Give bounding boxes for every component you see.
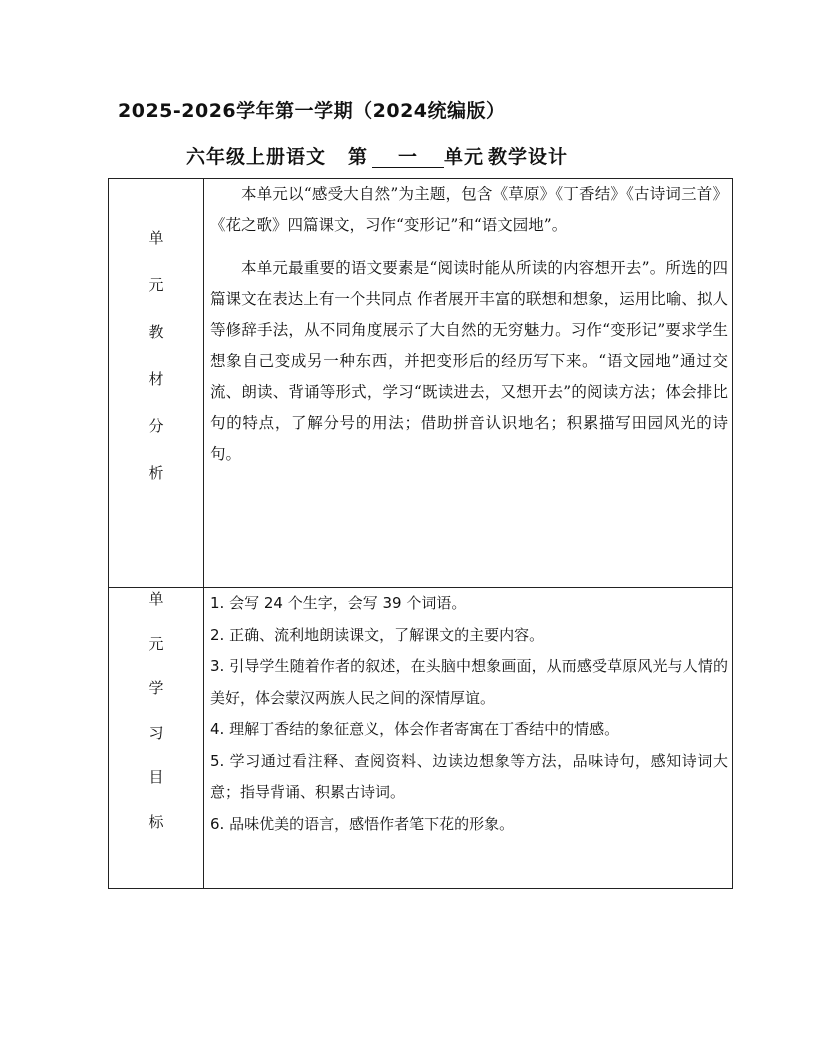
goal-item: 4. 理解丁香结的象征意义，体会作者寄寓在丁香结中的情感。: [210, 720, 620, 738]
label-char: 习: [148, 723, 164, 742]
learning-goals-label: [109, 588, 203, 855]
learning-goals-content: [204, 588, 732, 888]
label-char: 教: [148, 323, 164, 341]
analysis-paragraph: 本单元最重要的语文要素是“阅读时能从所读的内容想开去”。所选的四篇课文在表达上有一个共同点 作者展开丰富的联想和想象，运用比喻、拟人等修辞手法，从不同角度展示了大自然的无穷魅力。习作“变形记”要求学生想象自己变成另一种东西，并把变形后的经历写下来。“语文园地”通过交流、朗读、背诵等形式，学习“既读进去，又想开去”的阅读方法；体会排比句的特点，了解分号的用法；借助拼音认识地名；积累描写田园风光的诗句。: [210, 259, 728, 463]
analysis-paragraph: 本单元以“感受大自然”为主题，包含《草原》《丁香结》《古诗词三首》《花之歌》四篇课文，习作“变形记”和“语文园地”。: [210, 185, 728, 234]
learning-goals-row: [109, 588, 733, 889]
label-char: 学: [148, 679, 164, 697]
material-analysis-row: [109, 179, 733, 588]
goal-item: 3. 引导学生随着作者的叙述，在头脑中想象画面，从而感受草原风光与人情的美好，体会蒙汉两族人民之间的深情厚谊。: [210, 657, 728, 707]
design-title: 教学设计: [488, 146, 569, 168]
goal-item: 1. 会写 24 个生字，会写 39 个词语。: [210, 594, 467, 612]
unit-word: 单元: [444, 146, 485, 168]
goal-item: 5. 学习通过看注释、查阅资料、边读边想象等方法，品味诗句，感知诗词大意；指导背诵、积累古诗词。: [210, 751, 728, 801]
document-header-term: 2025-2026学年第一学期（2024统编版）: [118, 100, 506, 122]
material-analysis-content-cell: [204, 179, 733, 588]
goal-item: 6. 品味优美的语言，感悟作者笔下花的形象。: [210, 814, 515, 833]
material-analysis-label-cell: [109, 179, 204, 588]
unit-prefix: 第: [348, 146, 369, 168]
material-analysis-content: [204, 179, 732, 587]
label-char: 分: [148, 417, 164, 435]
label-char: 元: [148, 634, 164, 653]
grade-subject: 六年级上册语文: [186, 146, 327, 168]
label-char: 材: [148, 370, 164, 388]
label-char: 单: [148, 229, 164, 247]
label-char: 标: [148, 812, 164, 831]
teaching-design-table: [108, 178, 733, 889]
document-header-title: [186, 142, 568, 169]
unit-number-blank: 一: [372, 147, 444, 168]
label-char: 析: [148, 464, 164, 482]
goal-item: 2. 正确、流利地朗读课文，了解课文的主要内容。: [210, 625, 545, 644]
learning-goals-content-cell: [204, 588, 733, 889]
label-char: 元: [148, 276, 164, 294]
learning-goals-label-cell: [109, 588, 204, 889]
label-char: 目: [148, 768, 164, 786]
label-char: 单: [148, 590, 164, 608]
material-analysis-label: [109, 179, 203, 509]
